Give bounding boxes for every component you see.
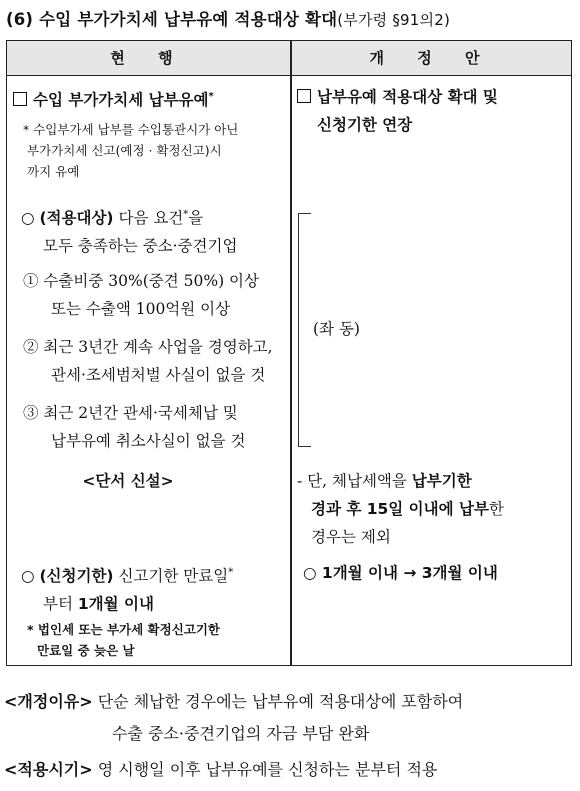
- current-heading-mark: *: [208, 91, 214, 102]
- deadline-note-1: * 법인세 또는 부가세 확정신고기한: [27, 622, 220, 637]
- deadline-item: [21, 559, 293, 618]
- current-note: [23, 119, 295, 182]
- note-line-1: * 수입부가세 납부를 수입통관시가 아닌: [23, 122, 239, 137]
- proposed-heading: [297, 83, 567, 139]
- deadline-line-2a: 부터: [43, 595, 78, 614]
- condition-1-line-2: 또는 수출액 100억원 이상: [51, 300, 231, 318]
- apply-text: 영 시행일 이후 납부유예를 신청하는 분부터 적용: [92, 760, 438, 779]
- reason-label: <개정이유>: [4, 692, 93, 711]
- new-proviso-label: <단서 신설>: [82, 472, 174, 490]
- deadline-mark: *: [228, 567, 234, 578]
- condition-3-line-1: ③ 최근 2년간 관세·국세체납 및: [23, 404, 238, 422]
- target-label: (적용대상): [39, 209, 114, 228]
- deadline-text: 신고기한 만료일: [113, 567, 229, 586]
- condition-3: [23, 399, 295, 455]
- deadline-label: (신청기한): [39, 567, 114, 586]
- proviso-text: - 단, 체납세액을: [297, 472, 412, 490]
- reason-block: [4, 690, 578, 746]
- same-as-left: (좌 동): [313, 320, 360, 338]
- proposed-heading-line-1: 납부유예 적용대상 확대 및: [317, 88, 498, 106]
- condition-3-line-2: 납부유예 취소사실이 없을 것: [51, 432, 246, 450]
- target-text-end: 을: [188, 209, 204, 228]
- note-line-2: 부가가치세 신고(예정 · 확정신고)시: [27, 143, 222, 158]
- header-proposed: 개 정 안: [369, 49, 494, 67]
- title-main: (6) 수입 부가가치세 납부유예 적용대상 확대: [6, 10, 338, 29]
- proviso-line-2-bold: 경과 후 15일 이내에 납부: [311, 500, 489, 518]
- proposed-heading-line-2: 신청기한 연장: [317, 116, 413, 134]
- header-current: 현 행: [110, 49, 187, 67]
- target-mark: *: [183, 209, 189, 220]
- proviso-line-2-end: 한: [488, 500, 504, 518]
- condition-1: [23, 267, 295, 323]
- proposed-deadline: ○ 1개월 이내 → 3개월 이내: [303, 564, 498, 582]
- target-line-2: 모두 충족하는 중소·중견기업: [43, 237, 238, 256]
- proviso-line-3: 경우는 제외: [311, 528, 391, 546]
- same-bracket: [298, 213, 311, 447]
- note-line-3: 까지 유예: [27, 164, 80, 179]
- checkbox-square-icon: [297, 89, 311, 103]
- proposed-proviso: [297, 467, 567, 551]
- current-heading-text: 수입 부가가치세 납부유예: [33, 91, 209, 110]
- deadline-note: [27, 619, 299, 661]
- condition-2-line-2: 관세·조세범처벌 사실이 없을 것: [51, 366, 266, 384]
- deadline-line-2b: 1개월 이내: [77, 595, 154, 614]
- target-text: 다음 요건: [113, 209, 184, 228]
- proviso-bold: 납부기한: [411, 472, 472, 490]
- condition-2-line-1: ② 최근 3년간 계속 사업을 경영하고,: [23, 338, 273, 356]
- reason-line-1: 단순 체납한 경우에는 납부유예 적용대상에 포함하여: [92, 692, 464, 711]
- condition-1-line-1: ① 수출비중 30%(중견 50%) 이상: [23, 272, 259, 290]
- deadline-note-2: 만료일 중 늦은 날: [37, 643, 135, 658]
- circle-bullet-icon: ○: [21, 567, 40, 586]
- circle-bullet-icon: ○: [21, 209, 40, 228]
- checkbox-square-icon: [13, 92, 27, 106]
- apply-block: [4, 758, 578, 782]
- condition-2: [23, 333, 295, 389]
- reason-line-2: 수출 중소·중견기업의 자금 부담 완화: [112, 724, 370, 743]
- target-item: [21, 201, 293, 260]
- title-reference: (부가령 §91의2): [337, 11, 451, 29]
- apply-label: <적용시기>: [4, 760, 93, 779]
- table-header: [7, 41, 571, 76]
- section-title: [6, 6, 576, 30]
- comparison-table: [6, 40, 572, 666]
- current-heading: [13, 83, 285, 114]
